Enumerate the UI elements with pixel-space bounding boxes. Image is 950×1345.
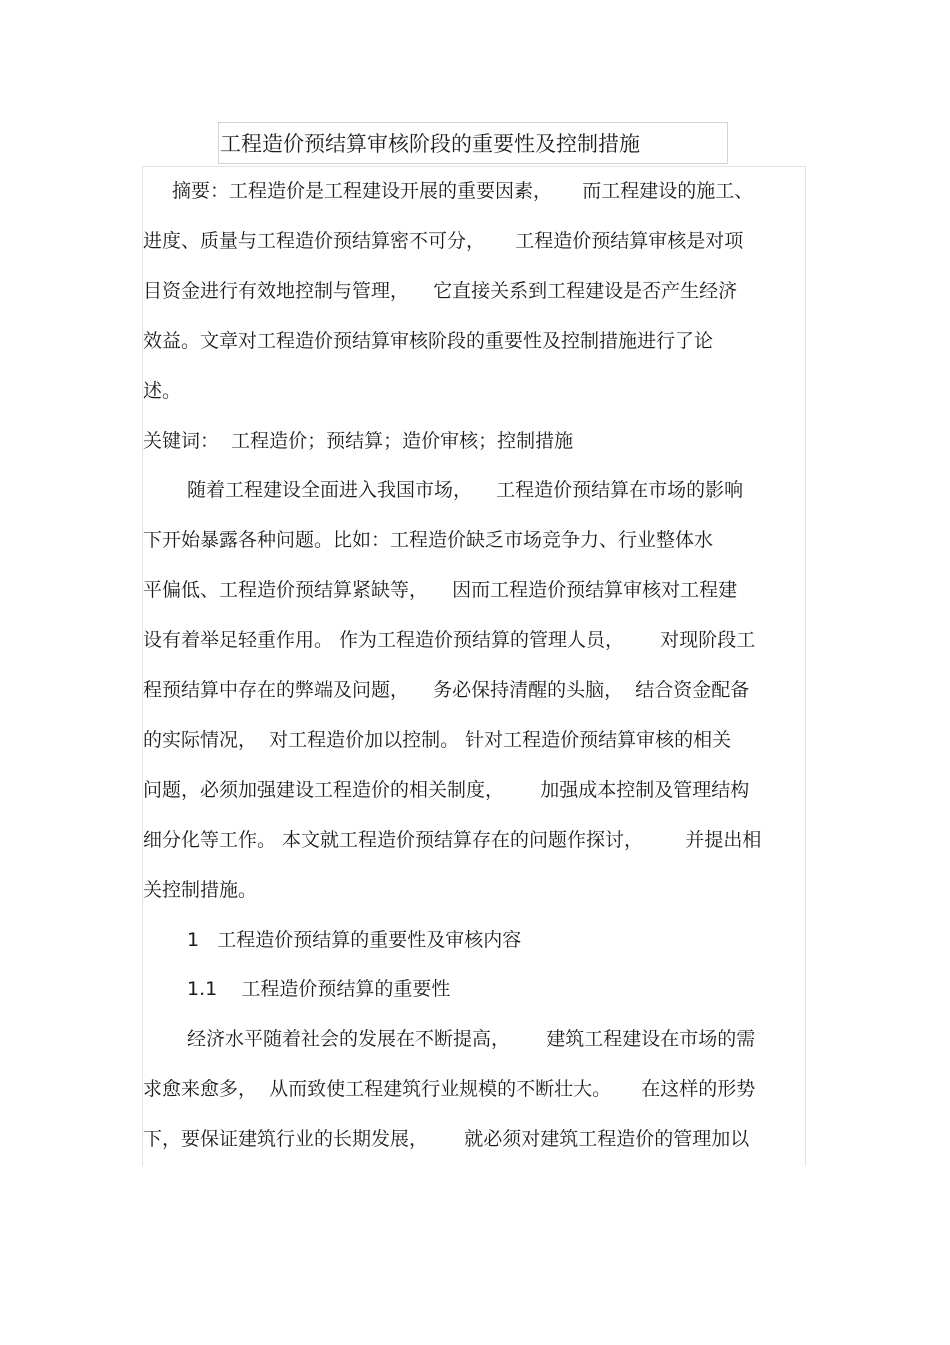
text-line: 设有着举足轻重作用。 作为工程造价预结算的管理人员， 对现阶段工 bbox=[143, 629, 756, 651]
text-line: 进度、质量与工程造价预结算密不可分， 工程造价预结算审核是对项 bbox=[143, 230, 744, 252]
text-line: 关控制措施。 bbox=[143, 879, 258, 901]
text-line: 平偏低、工程造价预结算紧缺等， 因而工程造价预结算审核对工程建 bbox=[143, 579, 738, 601]
text-line: 的实际情况， 对工程造价加以控制。 针对工程造价预结算审核的相关 bbox=[143, 729, 732, 751]
text-line: 求愈来愈多， 从而致使工程建筑行业规模的不断壮大。 在这样的形势 bbox=[143, 1078, 756, 1100]
text-line: 随着工程建设全面进入我国市场， 工程造价预结算在市场的影响 bbox=[187, 479, 744, 501]
text-line: 下，要保证建筑行业的长期发展， 就必须对建筑工程造价的管理加以 bbox=[143, 1128, 750, 1150]
text-line: 经济水平随着社会的发展在不断提高， 建筑工程建设在市场的需 bbox=[187, 1028, 756, 1050]
document-title: 工程造价预结算审核阶段的重要性及控制措施 bbox=[220, 132, 640, 156]
text-line: 下开始暴露各种问题。比如：工程造价缺乏市场竞争力、行业整体水 bbox=[143, 529, 714, 551]
text-line: 1.1 工程造价预结算的重要性 bbox=[187, 978, 451, 1000]
text-line: 效益。文章对工程造价预结算审核阶段的重要性及控制措施进行了论 bbox=[143, 330, 714, 352]
text-line: 程预结算中存在的弊端及问题， 务必保持清醒的头脑， 结合资金配备 bbox=[143, 679, 750, 701]
body-frame bbox=[142, 166, 806, 1166]
text-line: 目资金进行有效地控制与管理， 它直接关系到工程建设是否产生经济 bbox=[143, 280, 738, 302]
text-line: 述。 bbox=[143, 380, 182, 402]
text-line: 摘要：工程造价是工程建设开展的重要因素， 而工程建设的施工、 bbox=[172, 180, 754, 202]
text-line: 1 工程造价预结算的重要性及审核内容 bbox=[187, 929, 522, 951]
text-line: 问题，必须加强建设工程造价的相关制度， 加强成本控制及管理结构 bbox=[143, 779, 750, 801]
text-line: 细分化等工作。 本文就工程造价预结算存在的问题作探讨， 并提出相 bbox=[143, 829, 762, 851]
text-line: 关键词： 工程造价；预结算；造价审核；控制措施 bbox=[143, 430, 574, 452]
